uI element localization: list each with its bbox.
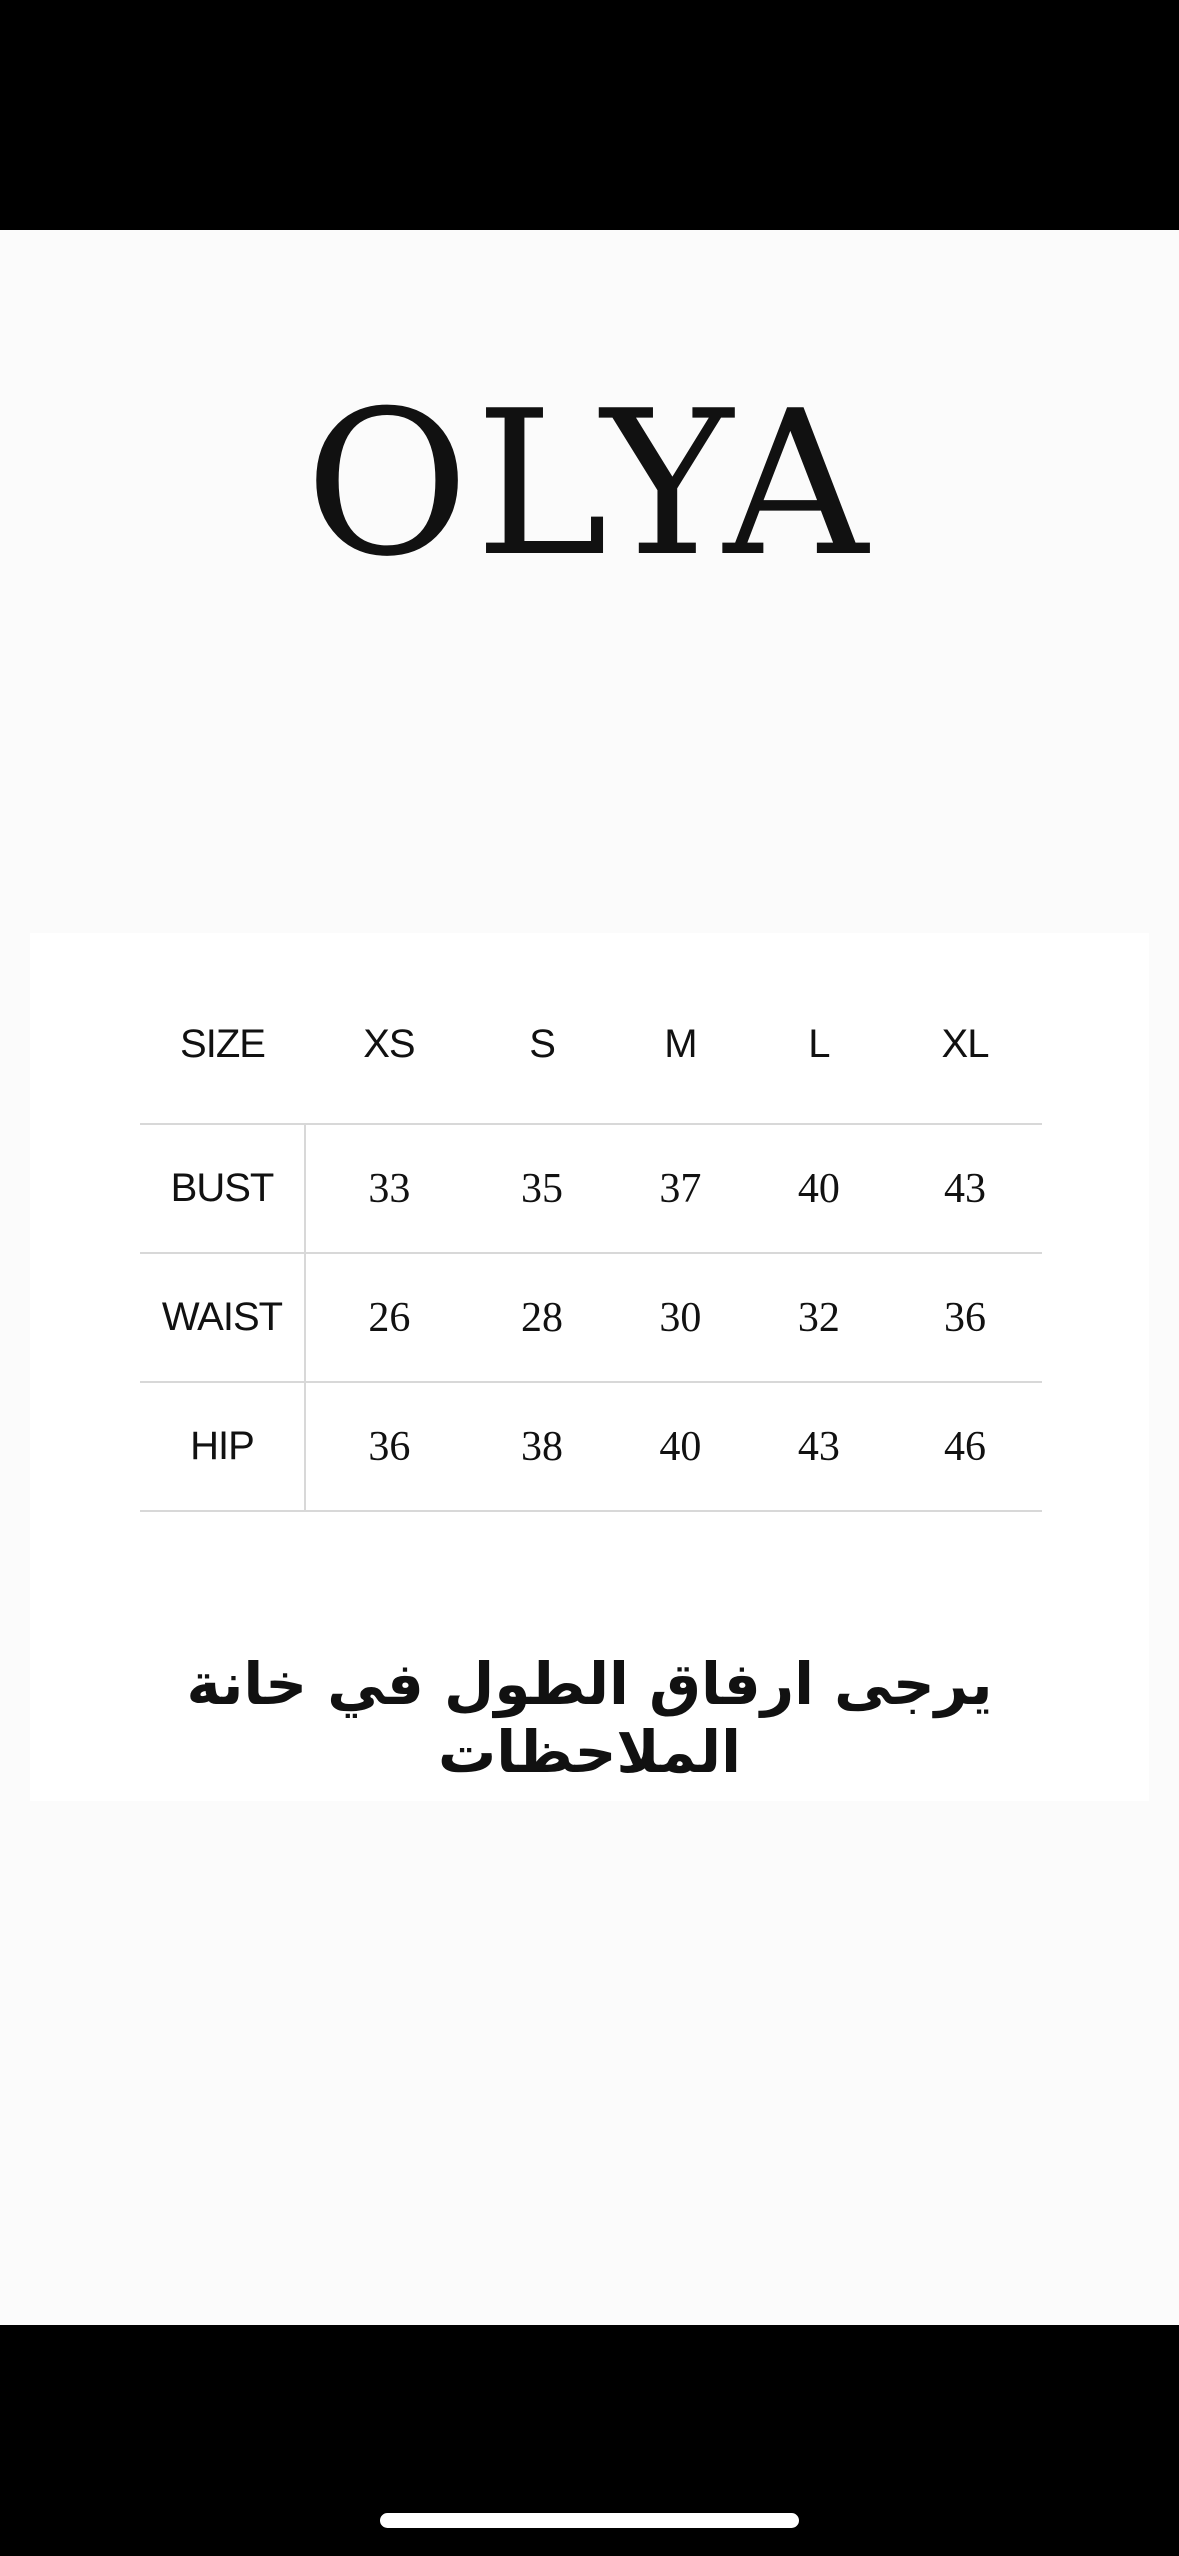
- size-header-row: [140, 965, 1042, 1124]
- table-cell: 36: [305, 1382, 473, 1511]
- row-label-hip: HIP: [140, 1382, 305, 1511]
- brand-logo-text: OLYA: [305, 368, 874, 601]
- table-row-bust: [140, 1124, 1042, 1253]
- size-header-xl: XL: [888, 965, 1042, 1124]
- size-chart-table: [140, 965, 1042, 1512]
- home-indicator[interactable]: [380, 2513, 799, 2528]
- table-cell: 36: [888, 1253, 1042, 1382]
- table-cell: 43: [888, 1124, 1042, 1253]
- table-row-waist: [140, 1253, 1042, 1382]
- size-header-m: M: [611, 965, 749, 1124]
- table-cell: 40: [611, 1382, 749, 1511]
- table-cell: 28: [473, 1253, 611, 1382]
- table-cell: 35: [473, 1124, 611, 1253]
- size-header-s: S: [473, 965, 611, 1124]
- row-label-bust: BUST: [140, 1124, 305, 1253]
- table-cell: 40: [750, 1124, 888, 1253]
- height-note-text: يرجى ارفاق الطول في خانة الملاحظات: [186, 1650, 993, 1786]
- table-cell: 33: [305, 1124, 473, 1253]
- size-header-label: SIZE: [140, 965, 305, 1124]
- table-cell: 37: [611, 1124, 749, 1253]
- table-cell: 38: [473, 1382, 611, 1511]
- table-cell: 46: [888, 1382, 1042, 1511]
- table-row-hip: [140, 1382, 1042, 1511]
- size-header-l: L: [750, 965, 888, 1124]
- table-cell: 26: [305, 1253, 473, 1382]
- table-cell: 32: [750, 1253, 888, 1382]
- table-cell: 30: [611, 1253, 749, 1382]
- row-label-waist: WAIST: [140, 1253, 305, 1382]
- size-header-xs: XS: [305, 965, 473, 1124]
- top-letterbox-bar: [0, 0, 1179, 230]
- table-cell: 43: [750, 1382, 888, 1511]
